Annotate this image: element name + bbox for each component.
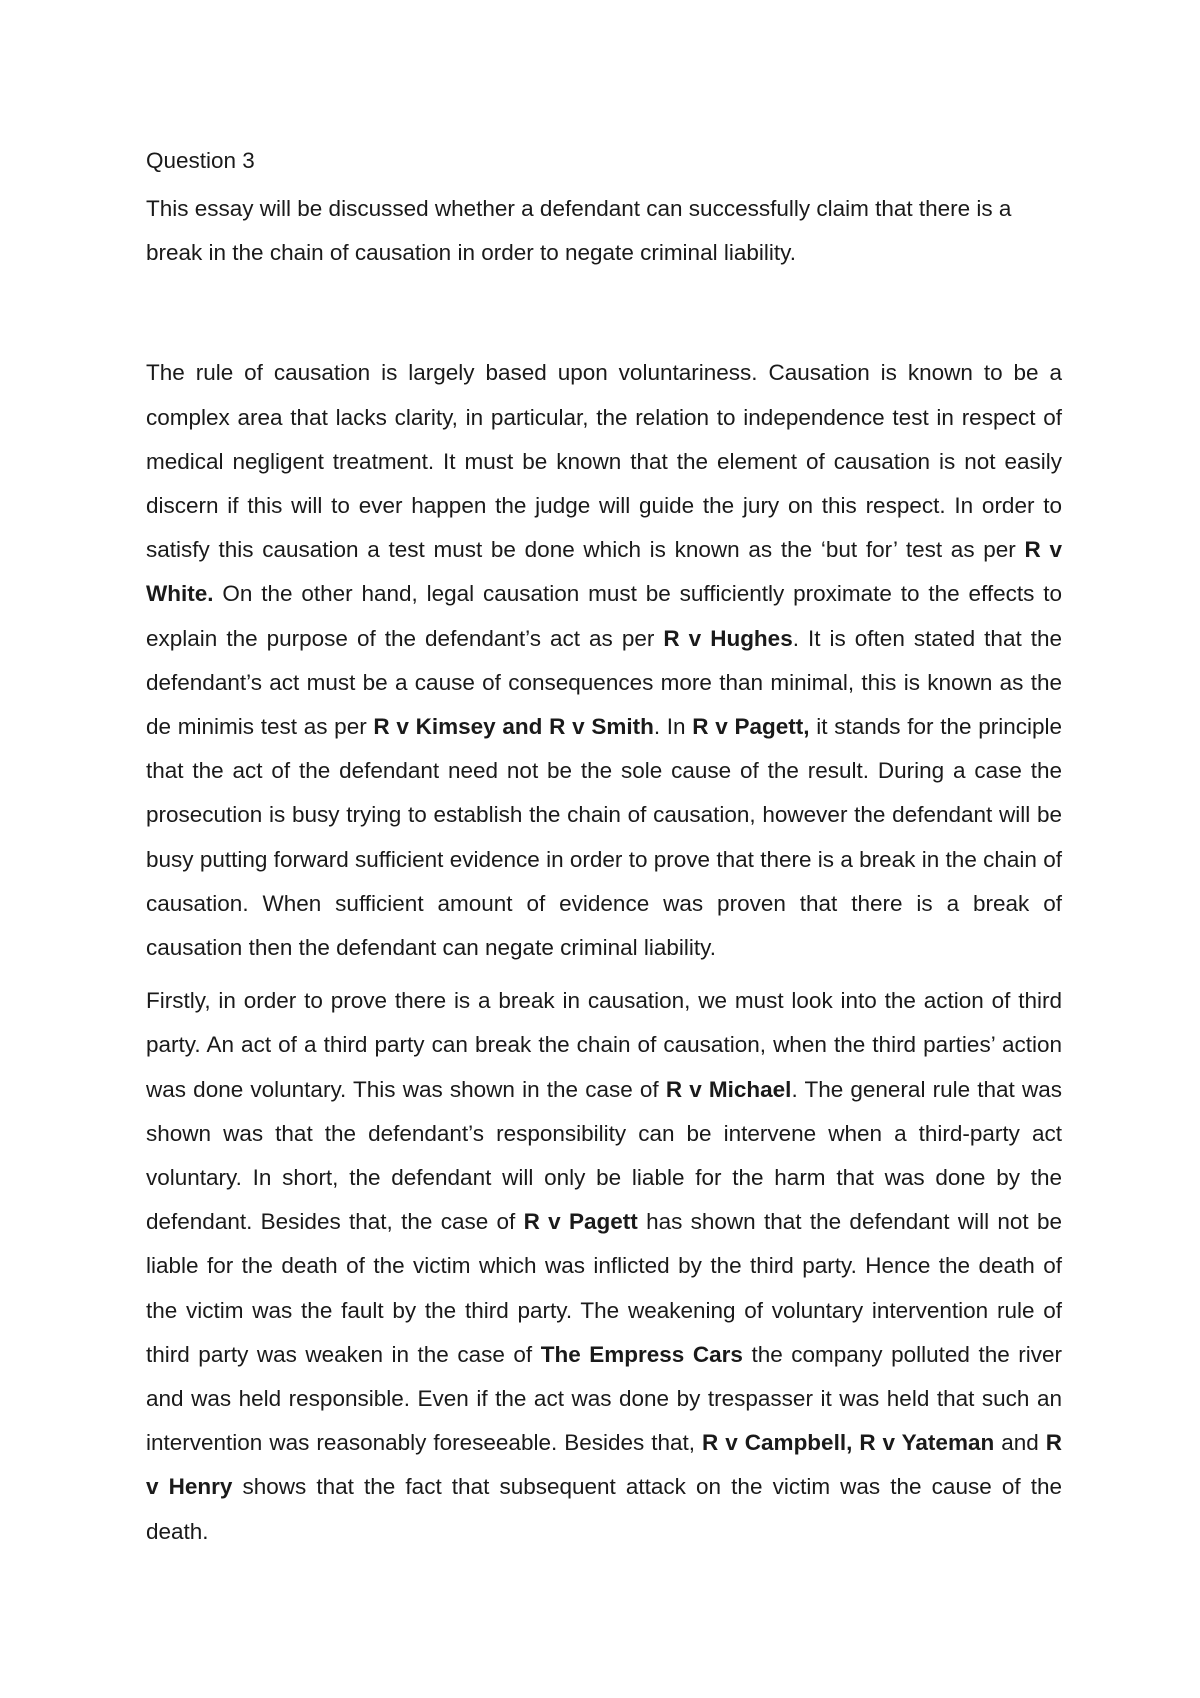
case-citation-r-v-michael: R v Michael [665, 1076, 792, 1102]
paragraph-text: shows that the fact that subsequent attack on the victim was the cause of the death. [146, 1474, 1062, 1544]
paragraph-text: and [994, 1430, 1046, 1456]
document-body [146, 146, 1062, 1554]
paragraph-text: . It is often stated that the defendant’s act must be a cause of consequences more than minimal, this is known as the de minimis test as per [146, 625, 1063, 740]
paragraph-text: The rule of causation is largely based upon voluntariness. Causation is known to be a complex area that lacks clarity, in particular, the relation to independence test in respect of medical negligent treatment. It must be known that the element of causation is not easily discern if this will to ever happen the judge will guide the jury on this respect. In order to satisfy this causation a test must be done which is known as the ‘but for’ test as per [146, 360, 1062, 563]
paragraph-text: it stands for the principle that the act of the defendant need not be the sole cause of the result. During a case the prosecution is busy trying to establish the chain of causation, however the defendant will be busy putting forward sufficient evidence in order to prove that there is a break in the chain of causation. When sufficient amount of evidence was proven that there is a break of causation then the defendant can negate criminal liability. [146, 714, 1062, 961]
case-citation-r-v-pagett: R v Pagett, [692, 714, 810, 740]
intro-paragraph: This essay will be discussed whether a defendant can successfully claim that there is a break in the chain of causation in order to negate criminal liability. [146, 196, 1012, 266]
paragraph-text: . The general rule that was shown was that the defendant’s responsibility can be intervene when a third-party act voluntary. In short, the defendant will only be liable for the harm that was done by the defendant. Besides that, the case of [146, 1076, 1062, 1235]
case-citation-r-v-white: R v White. [146, 537, 1063, 607]
paragraph-text: . In [653, 714, 693, 740]
paragraph-causation-rule [146, 351, 1062, 970]
case-citation-r-v-hughes: R v Hughes [663, 625, 793, 651]
case-citation-r-v-pagett: R v Pagett [523, 1209, 638, 1235]
paragraph-text: the company polluted the river and was held responsible. Even if the act was done by trespasser it was held that such an intervention was reasonably foreseeable. Besides that, [146, 1341, 1063, 1456]
paragraph-third-party [146, 979, 1062, 1554]
case-citation-r-v-kimsey-smith: R v Kimsey and R v Smith [373, 714, 654, 740]
paragraph-text: Firstly, in order to prove there is a break in causation, we must look into the action of third party. An act of a third party can break the chain of causation, when the third parties’ action was done voluntary. This was shown in the case of [146, 988, 1062, 1102]
case-citation-r-v-henry: R v Henry [146, 1430, 1062, 1500]
paragraph-text: On the other hand, legal causation must be sufficiently proximate to the effects to explain the purpose of the defendant’s act as per [146, 581, 1062, 651]
paragraph-text: has shown that the defendant will not be liable for the death of the victim which was inflicted by the third party. Hence the death of the victim was the fault by the third party. The weakening of voluntary intervention rule of third party was weaken in the case of [146, 1209, 1063, 1367]
case-citation-r-v-campbell-yateman: R v Campbell, R v Yateman [702, 1430, 995, 1456]
case-citation-empress-cars: The Empress Cars [540, 1341, 743, 1367]
question-heading: Question 3 [146, 148, 255, 173]
